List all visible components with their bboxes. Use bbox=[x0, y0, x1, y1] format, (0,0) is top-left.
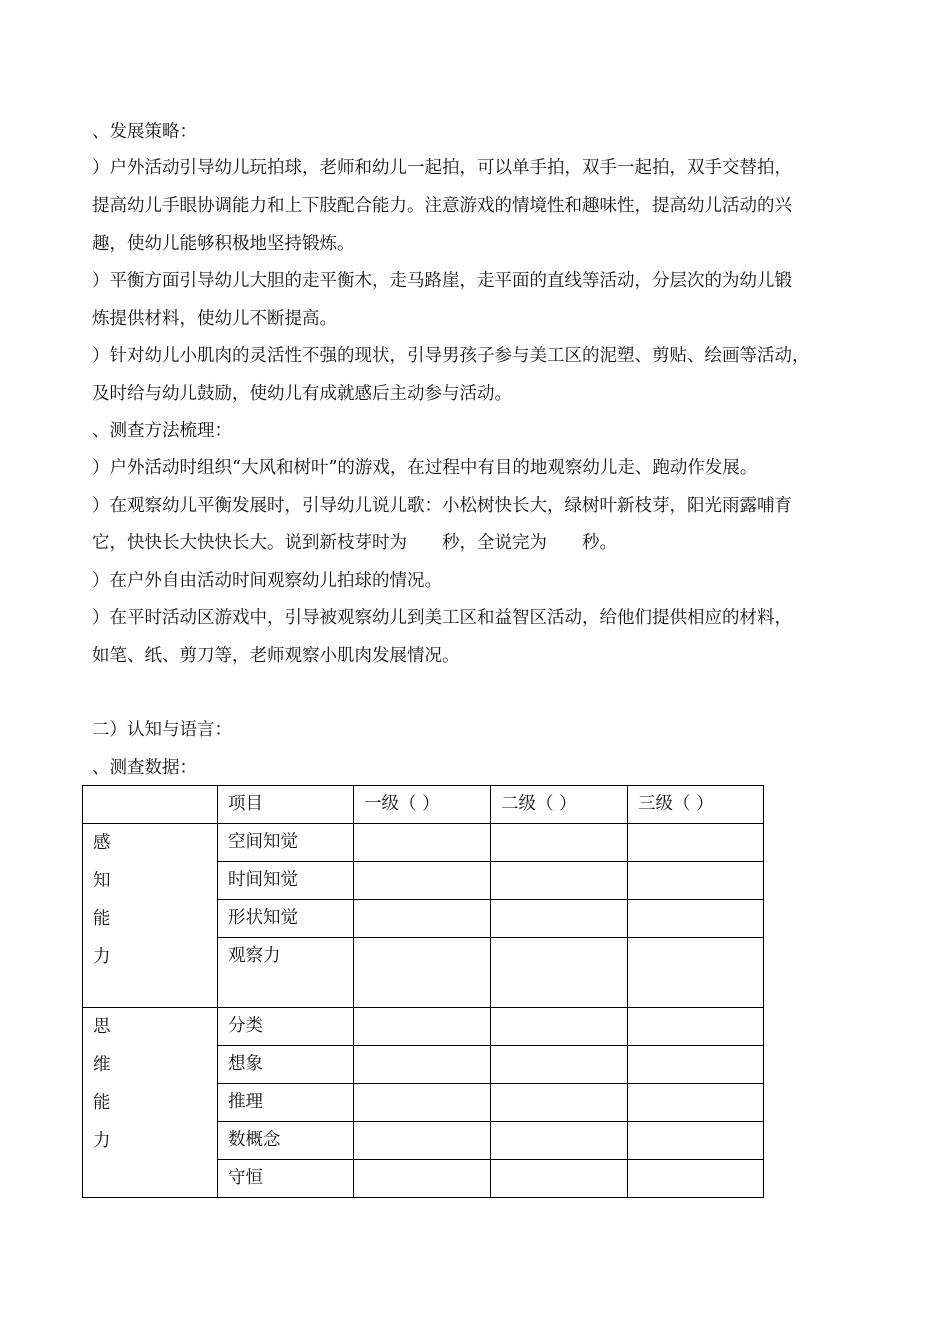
method-line: ）在观察幼儿平衡发展时，引导幼儿说儿歌：小松树快长大，绿树叶新枝芽，阳光雨露哺育 bbox=[92, 496, 792, 516]
level-cell bbox=[628, 900, 764, 938]
level-cell bbox=[628, 862, 764, 900]
section2-title: 二）认知与语言： bbox=[92, 720, 232, 740]
level-cell bbox=[354, 824, 491, 862]
header-cell bbox=[83, 786, 218, 824]
method-line: 它，快快长大快快长大。说到新枝芽时为 秒，全说完为 秒。 bbox=[92, 533, 617, 553]
item-cell: 时间知觉 bbox=[218, 862, 354, 900]
level-cell bbox=[491, 824, 628, 862]
category-char: 感 bbox=[93, 833, 111, 853]
category-char: 能 bbox=[93, 1093, 111, 1113]
level-cell bbox=[491, 1160, 628, 1198]
item-cell: 分类 bbox=[218, 1008, 354, 1046]
item-cell: 数概念 bbox=[218, 1122, 354, 1160]
item-cell: 形状知觉 bbox=[218, 900, 354, 938]
category-char: 思 bbox=[93, 1017, 111, 1037]
data-heading: 、测查数据： bbox=[92, 758, 197, 778]
strategy-line: 趣，使幼儿能够积极地坚持锻炼。 bbox=[92, 234, 355, 254]
category-char: 力 bbox=[93, 1131, 111, 1151]
strategy-heading: 、发展策略： bbox=[92, 122, 197, 142]
level-cell bbox=[628, 938, 764, 1008]
header-cell: 二级（ ） bbox=[491, 786, 628, 824]
table-row bbox=[83, 824, 764, 862]
strategy-line: ）户外活动引导幼儿玩拍球，老师和幼儿一起拍，可以单手拍，双手一起拍，双手交替拍， bbox=[92, 158, 792, 178]
level-cell bbox=[628, 1160, 764, 1198]
level-cell bbox=[628, 824, 764, 862]
item-cell: 推理 bbox=[218, 1084, 354, 1122]
level-cell bbox=[491, 1122, 628, 1160]
level-cell bbox=[354, 900, 491, 938]
item-cell: 空间知觉 bbox=[218, 824, 354, 862]
level-cell bbox=[354, 938, 491, 1008]
strategy-line: 及时给与幼儿鼓励，使幼儿有成就感后主动参与活动。 bbox=[92, 384, 512, 404]
method-line: ）在平时活动区游戏中，引导被观察幼儿到美工区和益智区活动，给他们提供相应的材料， bbox=[92, 608, 792, 628]
item-cell: 想象 bbox=[218, 1046, 354, 1084]
table-header-row bbox=[83, 786, 764, 824]
level-cell bbox=[491, 1046, 628, 1084]
header-cell: 项目 bbox=[218, 786, 354, 824]
strategy-line: 炼提供材料，使幼儿不断提高。 bbox=[92, 309, 337, 329]
level-cell bbox=[354, 1008, 491, 1046]
level-cell bbox=[491, 900, 628, 938]
category-char: 维 bbox=[93, 1055, 111, 1075]
category-cell-thinking bbox=[83, 1008, 218, 1198]
category-char: 知 bbox=[93, 871, 111, 891]
level-cell bbox=[354, 1160, 491, 1198]
header-cell: 三级（ ） bbox=[628, 786, 764, 824]
table-row bbox=[83, 1008, 764, 1046]
header-cell: 一级（ ） bbox=[354, 786, 491, 824]
level-cell bbox=[354, 1046, 491, 1084]
level-cell bbox=[628, 1122, 764, 1160]
level-cell bbox=[491, 862, 628, 900]
survey-table bbox=[82, 785, 764, 1198]
item-cell: 观察力 bbox=[218, 938, 354, 1008]
method-heading: 、测查方法梳理： bbox=[92, 421, 232, 441]
item-cell: 守恒 bbox=[218, 1160, 354, 1198]
level-cell bbox=[354, 862, 491, 900]
method-line: ）户外活动时组织“大风和树叶”的游戏，在过程中有目的地观察幼儿走、跑动作发展。 bbox=[92, 458, 758, 478]
category-char: 力 bbox=[93, 947, 111, 967]
strategy-line: ）针对幼儿小肌肉的灵活性不强的现状，引导男孩子参与美工区的泥塑、剪贴、绘画等活动， bbox=[92, 346, 810, 366]
level-cell bbox=[491, 1008, 628, 1046]
strategy-line: ）平衡方面引导幼儿大胆的走平衡木，走马路崖，走平面的直线等活动，分层次的为幼儿锻 bbox=[92, 271, 792, 291]
category-cell-perception bbox=[83, 824, 218, 1008]
level-cell bbox=[628, 1084, 764, 1122]
method-line: ）在户外自由活动时间观察幼儿拍球的情况。 bbox=[92, 571, 442, 591]
level-cell bbox=[491, 938, 628, 1008]
method-line: 如笔、纸、剪刀等，老师观察小肌肉发展情况。 bbox=[92, 646, 460, 666]
level-cell bbox=[628, 1046, 764, 1084]
level-cell bbox=[354, 1084, 491, 1122]
level-cell bbox=[354, 1122, 491, 1160]
strategy-line: 提高幼儿手眼协调能力和上下肢配合能力。注意游戏的情境性和趣味性，提高幼儿活动的兴 bbox=[92, 196, 792, 216]
category-char: 能 bbox=[93, 909, 111, 929]
level-cell bbox=[628, 1008, 764, 1046]
level-cell bbox=[491, 1084, 628, 1122]
